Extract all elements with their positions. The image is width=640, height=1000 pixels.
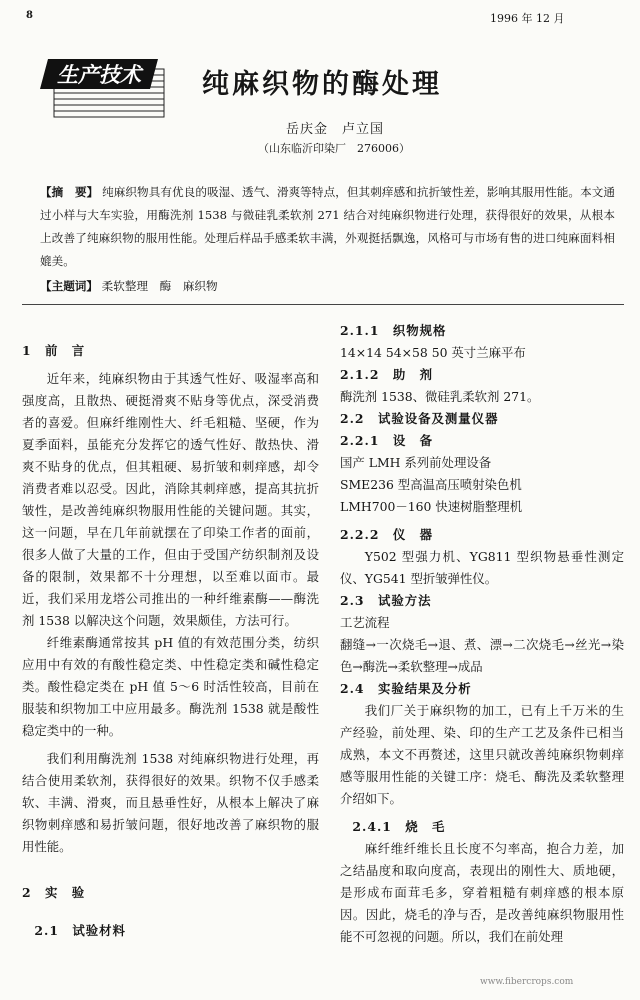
instruments: Y502 型强力机、YG811 型织物悬垂性测定仪、YG541 型折皱弹性仪。 — [340, 549, 624, 586]
issue-date: 1996 年 12 月 — [490, 12, 565, 25]
authors: 岳庆金 卢立国 — [286, 122, 385, 137]
section-1-title: 1 前 言 — [22, 343, 86, 358]
divider — [22, 304, 624, 305]
results-paragraph: 我们厂关于麻织物的加工，已有上千万米的生产经验，前处理、染、印的生产工艺及条件已相当成熟，本文不再赘述，这里只就改善纯麻织物刺痒感等服用性能的关键工序：烧毛、酶洗及柔软整理介绍如下。 — [340, 703, 624, 806]
section-logo — [40, 55, 166, 119]
intro-paragraph-3: 我们利用酶洗剂 1538 对纯麻织物进行处理，再结合使用柔软剂，获得很好的效果。织物不仅手感柔软、丰满、滑爽，而且悬垂性好，从根本上解决了麻织物刺痒感和易折皱问题，很好地改善了麻织物的服用性能。 — [22, 751, 319, 854]
section-2-2-1-title: 2.2.1 设 备 — [340, 433, 434, 448]
fabric-spec: 14×14 54×58 50 英寸兰麻平布 — [340, 345, 526, 360]
equipment-1: 国产 LMH 系列前处理设备 — [340, 455, 492, 470]
equipment-2: SME236 型高温高压喷射染色机 — [340, 477, 522, 492]
section-2-2-2-title: 2.2.2 仪 器 — [340, 527, 434, 542]
section-2-4-1-title: 2.4.1 烧 毛 — [352, 819, 446, 834]
right-column — [340, 320, 624, 948]
affiliation: （山东临沂印染厂 276006） — [258, 142, 410, 155]
abstract-text: 纯麻织物具有优良的吸湿、透气、滑爽等特点，但其刺痒感和抗折皱性差，影响其服用性能。本文通过小样与大车实验，用酶洗剂 1538 与微硅乳柔软剂 271 结合对纯麻织物进行处理，获得很好的效果，从根本上改善了纯麻织物的服用性能。处理后样品手感柔软丰满，外观挺括飘逸，风格可与市场有售的进口纯麻面料相媲美。 — [40, 185, 615, 268]
watermark: www.fibercrops.com — [480, 977, 574, 987]
abstract — [40, 181, 615, 273]
section-2-1-2-title: 2.1.2 助 剂 — [340, 367, 434, 382]
intro-paragraph-1: 近年来，纯麻织物由于其透气性好、吸湿率高和强度高，且散热、硬挺滑爽不贴身等优点，深受消费者的喜爱。但麻纤维刚性大、纤毛粗糙、坚硬，作为夏季面料，虽能充分发挥它的透气性好、散热快、滑爽不贴身的优点，但其粗硬、易折皱和刺痒感，却令消费者难以忍受。因此，消除其刺痒感，提高其抗折皱性，是改善纯麻织物服用性能的关键问题。其实，这一问题，早在几年前就摆在了印染工作者的面前，很多人做了大量的工作，但由于受国产纺织制剂及设备的限制，效果都不十分理想，以至难以面市。最近，我们采用龙塔公司推出的一种纤维素酶——酶洗剂 1538 以解决这个问题，效果颇佳，方法可行。 — [22, 371, 319, 628]
section-2-title: 2 实 验 — [22, 885, 86, 900]
page-number: 8 — [26, 10, 33, 21]
intro-paragraph-2: 纤维素酶通常按其 pH 值的有效范围分类，纺织应用中有效的有酸性稳定类、中性稳定类和碱性稳定类。酸性稳定类在 pH 值 5～6 时活性较高，目前在服装和织物加工中应用最多。酶洗剂 1538 就是酸性稳定类中的一种。 — [22, 635, 319, 738]
process-label: 工艺流程 — [340, 615, 390, 630]
section-2-2-title: 2.2 试验设备及测量仪器 — [340, 411, 499, 426]
section-2-3-title: 2.3 试验方法 — [340, 593, 432, 608]
keywords-label: 【主题词】 — [40, 279, 98, 293]
keywords-text: 柔软整理 酶 麻织物 — [101, 279, 218, 293]
equipment-3: LMH700－160 快速树脂整理机 — [340, 499, 523, 514]
left-column — [22, 340, 319, 942]
section-2-4-title: 2.4 实验结果及分析 — [340, 681, 472, 696]
abstract-label: 【摘 要】 — [40, 185, 99, 199]
section-2-1-1-title: 2.1.1 织物规格 — [340, 323, 447, 338]
singeing-paragraph: 麻纤维纤维长且长度不匀率高，抱合力差，加之结晶度和取向度高，表现出的刚性大、质地硬，是形成布面茸毛多，穿着粗糙有刺痒感的根本原因。因此，烧毛的净与否，是改善纯麻织物服用性能不可忽视的问题。所以，我们在前处理 — [340, 841, 624, 944]
keywords — [40, 278, 615, 294]
auxiliaries: 酶洗剂 1538、微硅乳柔软剂 271。 — [340, 389, 540, 404]
paper-title: 纯麻织物的酶处理 — [202, 69, 442, 100]
section-2-1-title: 2.1 试验材料 — [34, 923, 126, 938]
process-flow: 翻缝→一次烧毛→退、煮、漂→二次烧毛→丝光→染色→酶洗→柔软整理→成品 — [340, 637, 624, 674]
logo-text: 生产技术 — [57, 63, 141, 87]
